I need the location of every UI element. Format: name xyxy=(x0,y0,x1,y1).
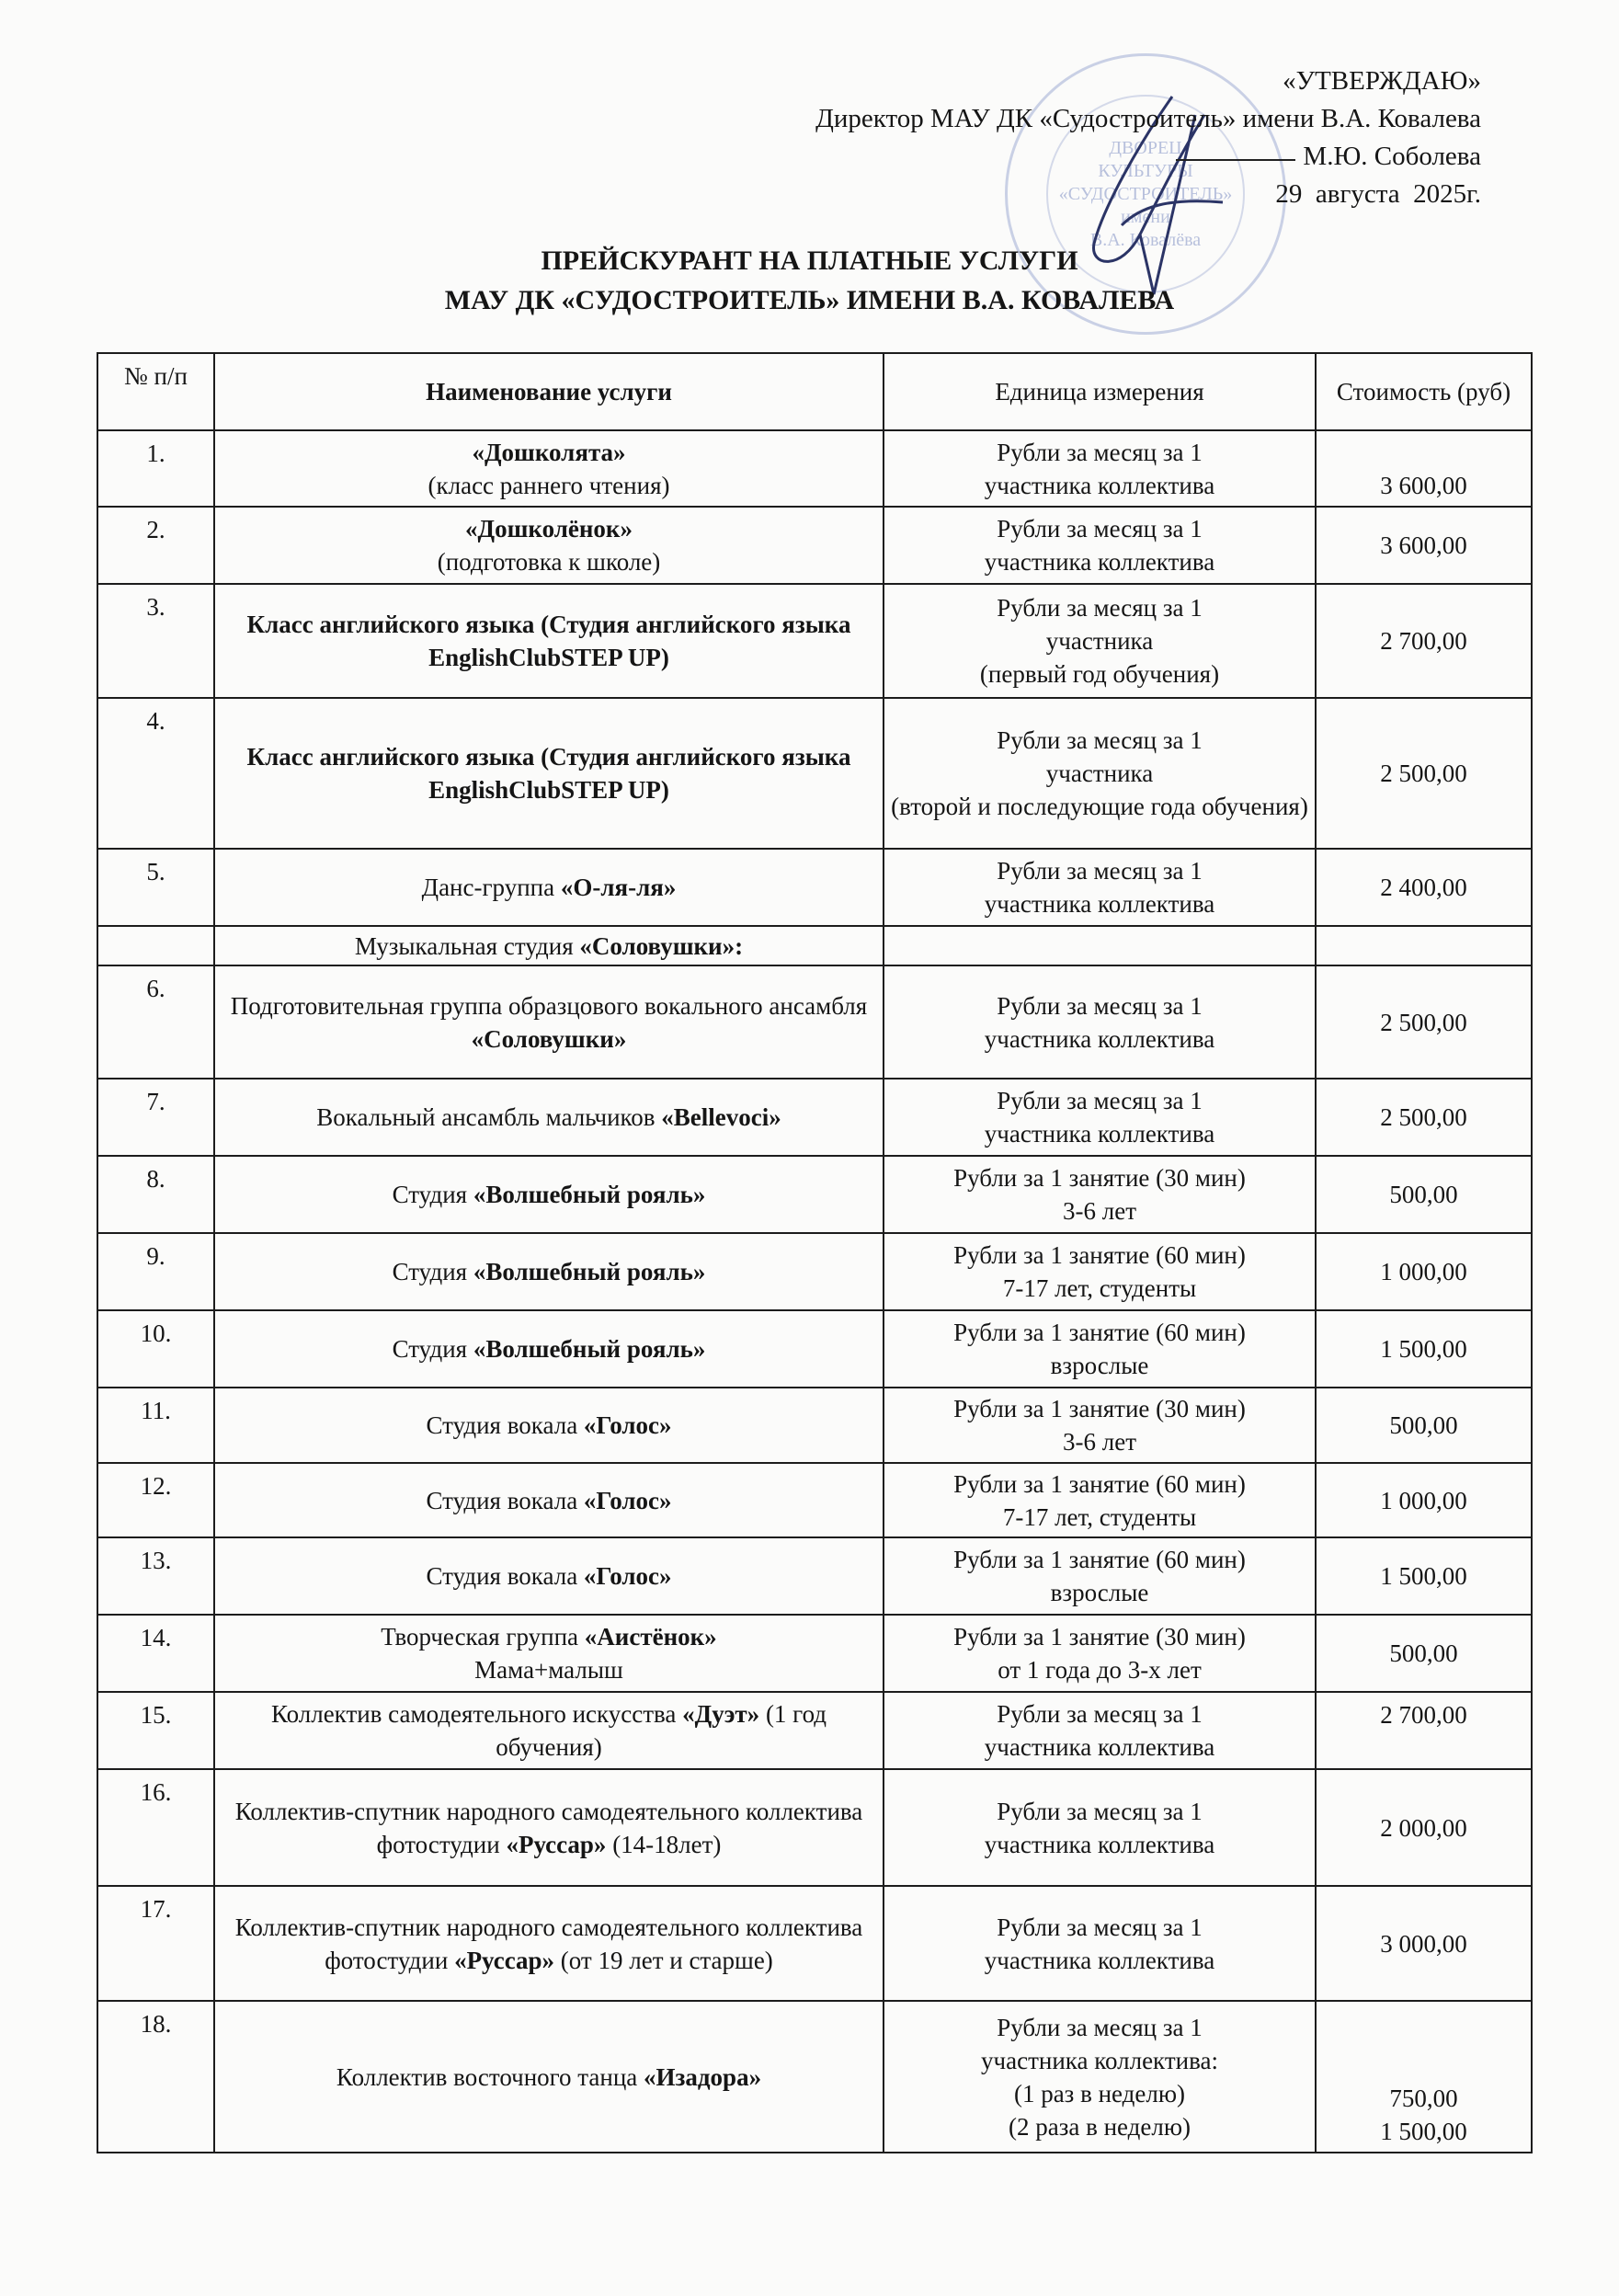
name-bold: «Соловушки» xyxy=(471,1024,627,1053)
unit-line: Рубли за месяц за 1 xyxy=(997,1700,1203,1728)
price-value: 2 500,00 xyxy=(1380,1008,1467,1036)
cell-price xyxy=(1316,1463,1532,1537)
name-bold: «Волшебный рояль» xyxy=(473,1181,706,1208)
cell-price xyxy=(1316,2001,1532,2153)
table-header-row xyxy=(97,353,1532,430)
name-rest: (1 год обучения) xyxy=(496,1700,827,1761)
price-value: 2 500,00 xyxy=(1380,760,1467,787)
unit-line: Рубли за месяц за 1 xyxy=(997,438,1203,466)
unit-line: Рубли за месяц за 1 xyxy=(997,991,1203,1020)
approval-position: Директор МАУ ДК «Судостроитель» имени В.А. Ковалева xyxy=(815,104,1481,133)
cell-name xyxy=(214,1079,884,1156)
cell-num: 11. xyxy=(97,1388,214,1463)
name-rest: (14-18лет) xyxy=(606,1830,722,1858)
name-bold: «Волшебный рояль» xyxy=(473,1258,706,1285)
table-row xyxy=(97,1388,1532,1463)
cell-num: 9. xyxy=(97,1233,214,1310)
cell-price xyxy=(1316,1310,1532,1388)
unit-line: Рубли за 1 занятие (60 мин) xyxy=(953,1469,1246,1498)
stamp-line: В.А. Ковалёва xyxy=(1089,229,1202,250)
signature-line xyxy=(1176,159,1295,161)
cell-price xyxy=(1316,849,1532,926)
name-prefix: Студия xyxy=(392,1335,473,1363)
approval-block xyxy=(815,63,1481,213)
price-value: 500,00 xyxy=(1389,1639,1458,1667)
name-bold: «Дошколята» xyxy=(472,438,626,466)
name-bold: «Bellevoci» xyxy=(661,1103,781,1131)
cell-unit xyxy=(884,584,1316,698)
table-row xyxy=(97,1310,1532,1388)
price-value: 3 600,00 xyxy=(1380,472,1467,499)
unit-line: Рубли за 1 занятие (60 мин) xyxy=(953,1241,1246,1269)
table-body xyxy=(97,430,1532,2153)
cell-unit xyxy=(884,1886,1316,2001)
name-bold: «Руссар» xyxy=(454,1946,555,1974)
table-row xyxy=(97,849,1532,926)
table-row xyxy=(97,1537,1532,1615)
cell-num: 4. xyxy=(97,698,214,849)
document-title xyxy=(0,241,1619,320)
cell-name xyxy=(214,1233,884,1310)
header-unit: Единица измерения xyxy=(884,353,1316,430)
price-value: 2 700,00 xyxy=(1380,1701,1467,1729)
table-row xyxy=(97,965,1532,1079)
price-value: 1 500,00 xyxy=(1380,1562,1467,1590)
header-price: Стоимость (руб) xyxy=(1316,353,1532,430)
name-prefix: Студия xyxy=(392,1181,473,1208)
cell-price xyxy=(1316,1079,1532,1156)
unit-line: (второй и последующие года обучения) xyxy=(891,793,1308,820)
price-value: 500,00 xyxy=(1389,1181,1458,1208)
cell-num: 13. xyxy=(97,1537,214,1615)
cell-unit xyxy=(884,1615,1316,1692)
cell-num: 6. xyxy=(97,965,214,1079)
stamp-line: КУЛЬТУРЫ xyxy=(1098,160,1193,181)
cell-name xyxy=(214,698,884,849)
name-rest: (от 19 лет и старше) xyxy=(554,1946,773,1974)
cell-unit xyxy=(884,1156,1316,1233)
cell-price xyxy=(1316,1615,1532,1692)
stamp-line: ДВОРЕЦ xyxy=(1109,137,1182,158)
cell-num: 12. xyxy=(97,1463,214,1537)
name-bold: «Соловушки» xyxy=(579,931,735,960)
cell-unit xyxy=(884,926,1316,965)
table-row xyxy=(97,1463,1532,1537)
table-row xyxy=(97,1233,1532,1310)
name-bold: Класс английского языка (Студия английского языка EnglishClubSTEP UP) xyxy=(246,611,851,671)
cell-unit xyxy=(884,698,1316,849)
table-row xyxy=(97,2001,1532,2153)
unit-line: участника коллектива xyxy=(984,548,1215,576)
table-row xyxy=(97,430,1532,507)
unit-line: Рубли за месяц за 1 xyxy=(997,726,1203,754)
unit-line: Рубли за 1 занятие (30 мин) xyxy=(953,1164,1246,1192)
unit-line: (2 раза в неделю) xyxy=(1008,2112,1191,2141)
cell-num: 7. xyxy=(97,1079,214,1156)
name-prefix: Творческая группа xyxy=(381,1623,585,1651)
name-bold: «Руссар» xyxy=(506,1830,607,1858)
cell-price xyxy=(1316,1156,1532,1233)
price-value: 1 500,00 xyxy=(1380,2118,1467,2145)
cell-name xyxy=(214,1388,884,1463)
cell-price xyxy=(1316,1886,1532,2001)
cell-num xyxy=(97,926,214,965)
name-bold: «Дуэт» xyxy=(682,1700,760,1728)
table-row xyxy=(97,698,1532,849)
approval-heading: «УТВЕРЖДАЮ» xyxy=(1283,66,1481,96)
name-bold: «Дошколёнок» xyxy=(465,515,633,543)
unit-line: Рубли за месяц за 1 xyxy=(997,2013,1203,2041)
name-prefix: Подготовительная группа образцового вокального ансамбля xyxy=(230,991,868,1020)
unit-line: участника коллектива: xyxy=(981,2046,1218,2074)
unit-line: участника коллектива xyxy=(984,471,1215,499)
price-value: 3 600,00 xyxy=(1380,531,1467,559)
cell-num: 17. xyxy=(97,1886,214,2001)
cell-num: 10. xyxy=(97,1310,214,1388)
cell-unit xyxy=(884,849,1316,926)
name-prefix: Коллектив-спутник народного самодеятельного коллектива фотостудии xyxy=(234,1797,863,1858)
unit-line: Рубли за месяц за 1 xyxy=(997,857,1203,885)
title-line-2: МАУ ДК «СУДОСТРОИТЕЛЬ» ИМЕНИ В.А. КОВАЛЕВА xyxy=(444,285,1175,315)
cell-unit xyxy=(884,1692,1316,1769)
cell-name xyxy=(214,1769,884,1886)
approval-date-day: 29 xyxy=(1275,179,1303,209)
name-prefix: Студия вокала xyxy=(426,1411,584,1439)
table-row xyxy=(97,1769,1532,1886)
price-value: 500,00 xyxy=(1389,1411,1458,1439)
cell-name xyxy=(214,1692,884,1769)
table-row xyxy=(97,1692,1532,1769)
name-bold: «Аистёнок» xyxy=(584,1623,717,1651)
section-row xyxy=(97,926,1532,965)
cell-price xyxy=(1316,926,1532,965)
name-bold: «Голос» xyxy=(583,1411,672,1439)
unit-line: Рубли за месяц за 1 xyxy=(997,594,1203,622)
name-prefix: Музыкальная студия xyxy=(354,931,580,960)
price-value: 2 400,00 xyxy=(1380,874,1467,901)
unit-line: Рубли за месяц за 1 xyxy=(997,1087,1203,1114)
name-prefix: Студия вокала xyxy=(426,1486,584,1514)
name-bold: «О-ля-ля» xyxy=(560,874,677,901)
cell-num: 14. xyxy=(97,1615,214,1692)
price-value: 750,00 xyxy=(1389,2085,1458,2112)
name-rest: (подготовка к школе) xyxy=(437,548,661,576)
cell-unit xyxy=(884,1079,1316,1156)
unit-line: Рубли за месяц за 1 xyxy=(997,1797,1203,1825)
cell-price xyxy=(1316,430,1532,507)
cell-price xyxy=(1316,1692,1532,1769)
cell-name xyxy=(214,1615,884,1692)
name-bold: Класс английского языка (Студия английского языка EnglishClubSTEP UP) xyxy=(246,743,851,804)
cell-unit xyxy=(884,1233,1316,1310)
name-prefix: Коллектив восточного танца xyxy=(336,2062,644,2091)
unit-line: от 1 года до 3-х лет xyxy=(998,1656,1202,1684)
cell-unit xyxy=(884,1769,1316,1886)
price-value: 2 500,00 xyxy=(1380,1103,1467,1131)
table-row xyxy=(97,1615,1532,1692)
price-value: 1 000,00 xyxy=(1380,1486,1467,1514)
cell-price xyxy=(1316,1388,1532,1463)
price-table xyxy=(97,352,1533,2153)
cell-unit xyxy=(884,965,1316,1079)
name-prefix: Коллектив самодеятельного искусства xyxy=(270,1700,683,1728)
cell-unit xyxy=(884,1388,1316,1463)
approval-date-rest: августа 2025г. xyxy=(1315,179,1481,209)
unit-line: Рубли за 1 занятие (60 мин) xyxy=(953,1319,1246,1346)
price-value: 2 700,00 xyxy=(1380,627,1467,655)
cell-price xyxy=(1316,584,1532,698)
cell-name xyxy=(214,1156,884,1233)
cell-num: 15. xyxy=(97,1692,214,1769)
unit-line: Рубли за месяц за 1 xyxy=(997,1913,1203,1941)
name-rest: (класс раннего чтения) xyxy=(428,471,670,499)
unit-line: 3-6 лет xyxy=(1063,1197,1136,1225)
name-prefix: Студия xyxy=(392,1258,473,1285)
unit-line: участника коллектива xyxy=(984,890,1215,918)
table-row xyxy=(97,507,1532,584)
approval-date xyxy=(815,176,1481,213)
cell-num: 2. xyxy=(97,507,214,584)
name-suffix: : xyxy=(735,931,744,960)
unit-line: участника коллектива xyxy=(984,1024,1215,1053)
cell-name xyxy=(214,584,884,698)
unit-line: взрослые xyxy=(1050,1579,1149,1606)
cell-price xyxy=(1316,1537,1532,1615)
name-prefix: Данс-группа xyxy=(421,874,561,901)
unit-line: участника коллектива xyxy=(984,1830,1215,1858)
approval-signatory-line xyxy=(815,138,1481,176)
unit-line: участника коллектива xyxy=(984,1733,1215,1761)
stamp-line: имени xyxy=(1121,206,1170,227)
name-bold: «Волшебный рояль» xyxy=(473,1335,706,1363)
unit-line: Рубли за 1 занятие (60 мин) xyxy=(953,1546,1246,1573)
approval-signatory: М.Ю. Соболева xyxy=(1303,142,1481,171)
cell-price xyxy=(1316,507,1532,584)
cell-unit xyxy=(884,430,1316,507)
cell-name xyxy=(214,507,884,584)
unit-line: Рубли за 1 занятие (30 мин) xyxy=(953,1395,1246,1422)
cell-num: 16. xyxy=(97,1769,214,1886)
cell-price xyxy=(1316,1233,1532,1310)
title-line-1: ПРЕЙСКУРАНТ НА ПЛАТНЫЕ УСЛУГИ xyxy=(541,246,1078,276)
cell-name xyxy=(214,926,884,965)
table-row xyxy=(97,1156,1532,1233)
cell-num: 1. xyxy=(97,430,214,507)
cell-name xyxy=(214,2001,884,2153)
header-name: Наименование услуги xyxy=(214,353,884,430)
cell-name xyxy=(214,1886,884,2001)
unit-line: (1 раз в неделю) xyxy=(1013,2079,1186,2108)
cell-num: 5. xyxy=(97,849,214,926)
cell-price xyxy=(1316,698,1532,849)
price-value: 3 000,00 xyxy=(1380,1929,1467,1958)
header-num: № п/п xyxy=(97,353,214,430)
stamp-line: «СУДОСТРОИТЕЛЬ» xyxy=(1058,183,1233,204)
cell-name xyxy=(214,1310,884,1388)
name-prefix: Студия вокала xyxy=(426,1562,584,1590)
cell-name xyxy=(214,965,884,1079)
cell-name xyxy=(214,1463,884,1537)
name-bold: «Изадора» xyxy=(644,2062,762,2091)
name-bold: «Голос» xyxy=(583,1562,672,1590)
unit-line: участника коллектива xyxy=(984,1120,1215,1148)
table-row xyxy=(97,1886,1532,2001)
unit-line: 7-17 лет, студенты xyxy=(1002,1502,1197,1531)
cell-name xyxy=(214,1537,884,1615)
cell-unit xyxy=(884,2001,1316,2153)
unit-line: 3-6 лет xyxy=(1063,1428,1136,1456)
unit-line: Рубли за месяц за 1 xyxy=(997,515,1203,543)
name-rest: Мама+малыш xyxy=(474,1656,623,1684)
cell-name xyxy=(214,849,884,926)
table-row xyxy=(97,1079,1532,1156)
cell-unit xyxy=(884,1537,1316,1615)
cell-num: 3. xyxy=(97,584,214,698)
unit-line: участника xyxy=(1045,627,1154,655)
unit-line: (первый год обучения) xyxy=(979,660,1220,688)
cell-num: 18. xyxy=(97,2001,214,2153)
name-prefix: Вокальный ансамбль мальчиков xyxy=(316,1103,662,1131)
cell-price xyxy=(1316,1769,1532,1886)
name-prefix: Коллектив-спутник народного самодеятельного коллектива фотостудии xyxy=(234,1913,863,1974)
unit-line: участника xyxy=(1045,760,1154,787)
cell-unit xyxy=(884,507,1316,584)
price-value: 1 500,00 xyxy=(1380,1335,1467,1363)
cell-unit xyxy=(884,1463,1316,1537)
cell-price xyxy=(1316,965,1532,1079)
name-bold: «Голос» xyxy=(583,1486,672,1514)
unit-line: 7-17 лет, студенты xyxy=(1002,1274,1197,1302)
unit-line: участника коллектива xyxy=(984,1946,1215,1974)
cell-name xyxy=(214,430,884,507)
unit-line: Рубли за 1 занятие (30 мин) xyxy=(953,1623,1246,1651)
price-value: 2 000,00 xyxy=(1380,1813,1467,1842)
table-row xyxy=(97,584,1532,698)
unit-line: взрослые xyxy=(1050,1352,1149,1379)
cell-num: 8. xyxy=(97,1156,214,1233)
cell-unit xyxy=(884,1310,1316,1388)
price-value: 1 000,00 xyxy=(1380,1258,1467,1285)
